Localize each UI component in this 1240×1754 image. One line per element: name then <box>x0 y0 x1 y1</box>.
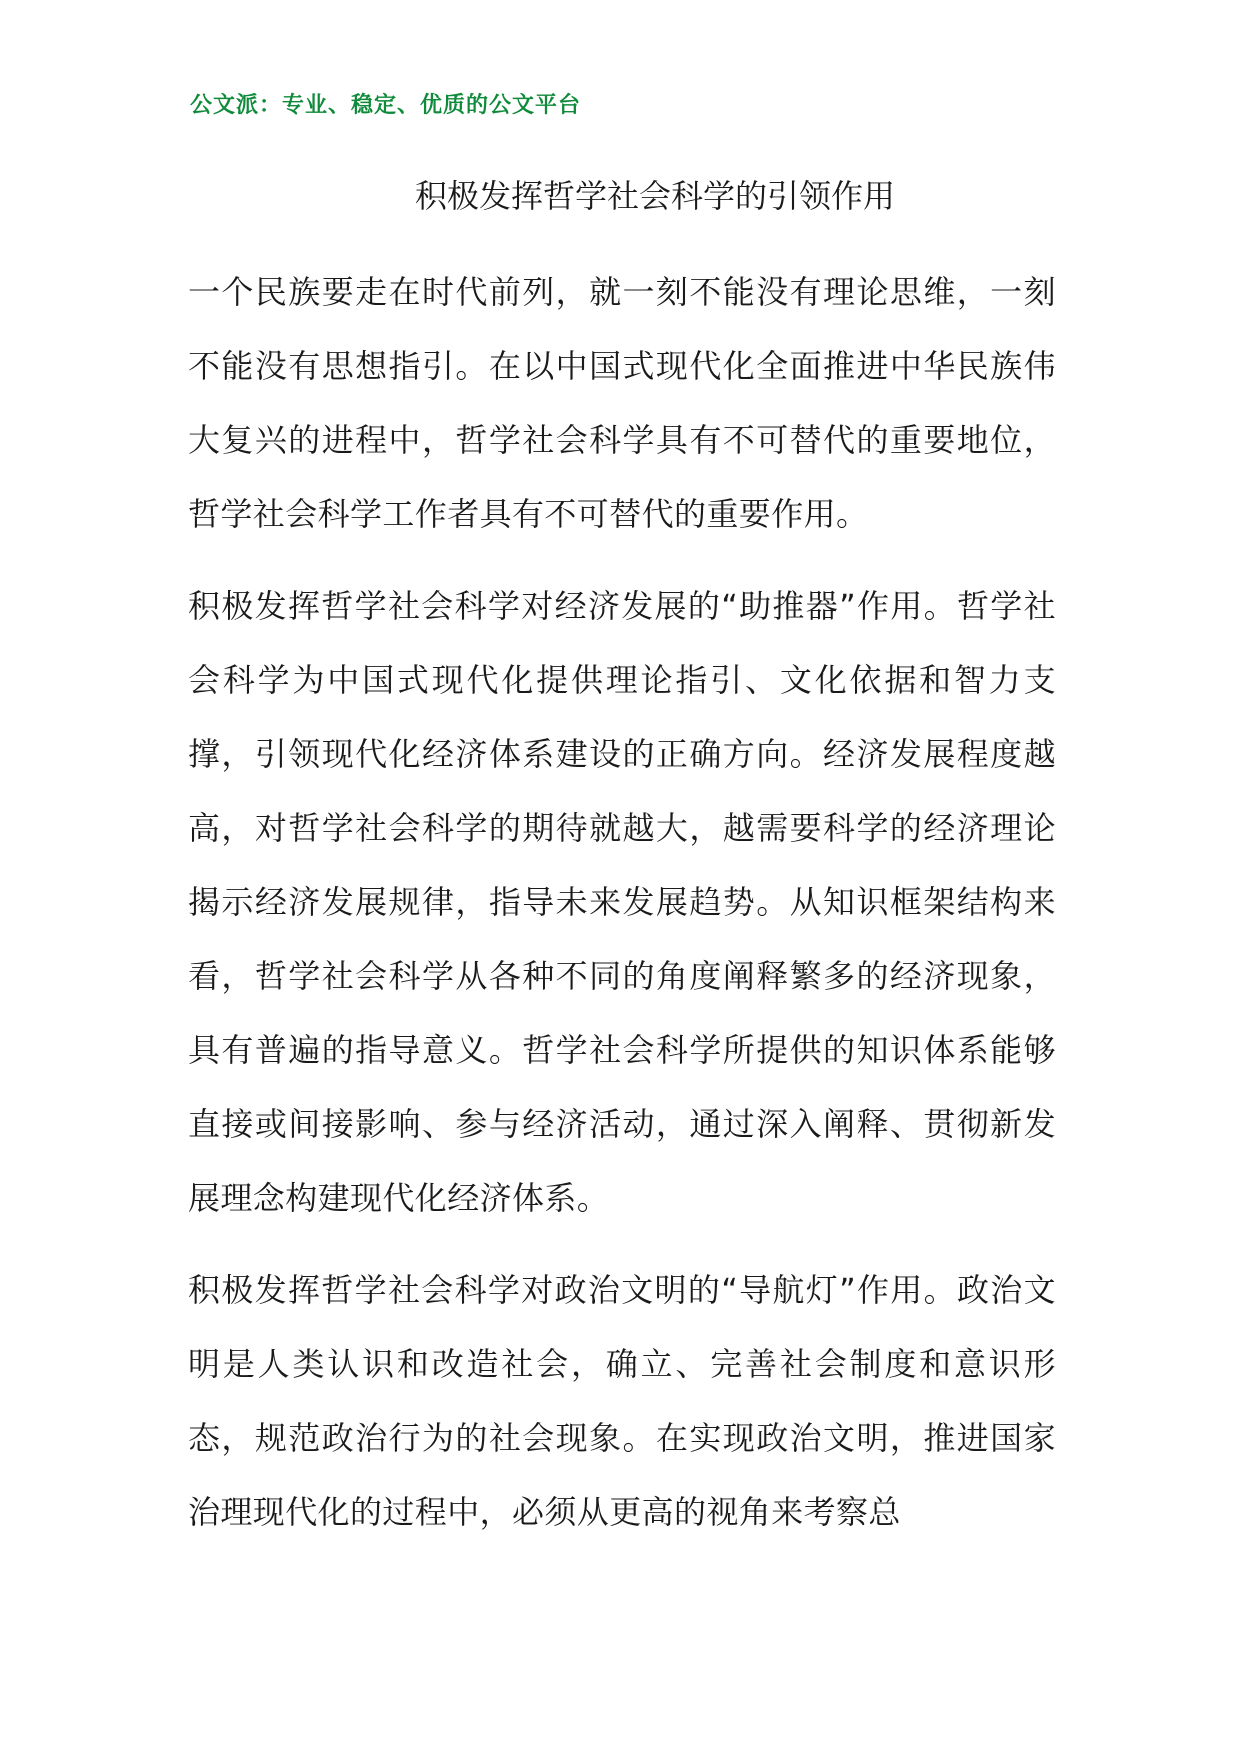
paragraph-intro: 一个民族要走在时代前列，就一刻不能没有理论思维，一刻不能没有思想指引。在以中国式现代化全面推进中华民族伟大复兴的进程中，哲学社会科学具有不可替代的重要地位，哲学社会科学工作者具有不可替代的重要作用。 <box>188 273 1056 533</box>
paragraph-economy: 积极发挥哲学社会科学对经济发展的“助推器”作用。哲学社会科学为中国式现代化提供理论指引、文化依据和智力支撑，引领现代化经济体系建设的正确方向。经济发展程度越高，对哲学社会科学的期待就越大，越需要科学的经济理论揭示经济发展规律，指导未来发展趋势。从知识框架结构来看，哲学社会科学从各种不同的角度阐释繁多的经济现象，具有普遍的指导意义。哲学社会科学所提供的知识体系能够直接或间接影响、参与经济活动，通过深入阐释、贯彻新发展理念构建现代化经济体系。 <box>188 587 1056 1217</box>
paragraph-politics: 积极发挥哲学社会科学对政治文明的“导航灯”作用。政治文明是人类认识和改造社会，确立、完善社会制度和意识形态，规范政治行为的社会现象。在实现政治文明，推进国家治理现代化的过程中，必须从更高的视角来考察总 <box>188 1271 1056 1531</box>
site-banner: 公文派：专业、稳定、优质的公文平台 <box>190 93 582 118</box>
document-body <box>188 255 1056 1567</box>
document-title-wrapper <box>0 172 1240 220</box>
document-title: 积极发挥哲学社会科学的引领作用 <box>414 177 895 215</box>
